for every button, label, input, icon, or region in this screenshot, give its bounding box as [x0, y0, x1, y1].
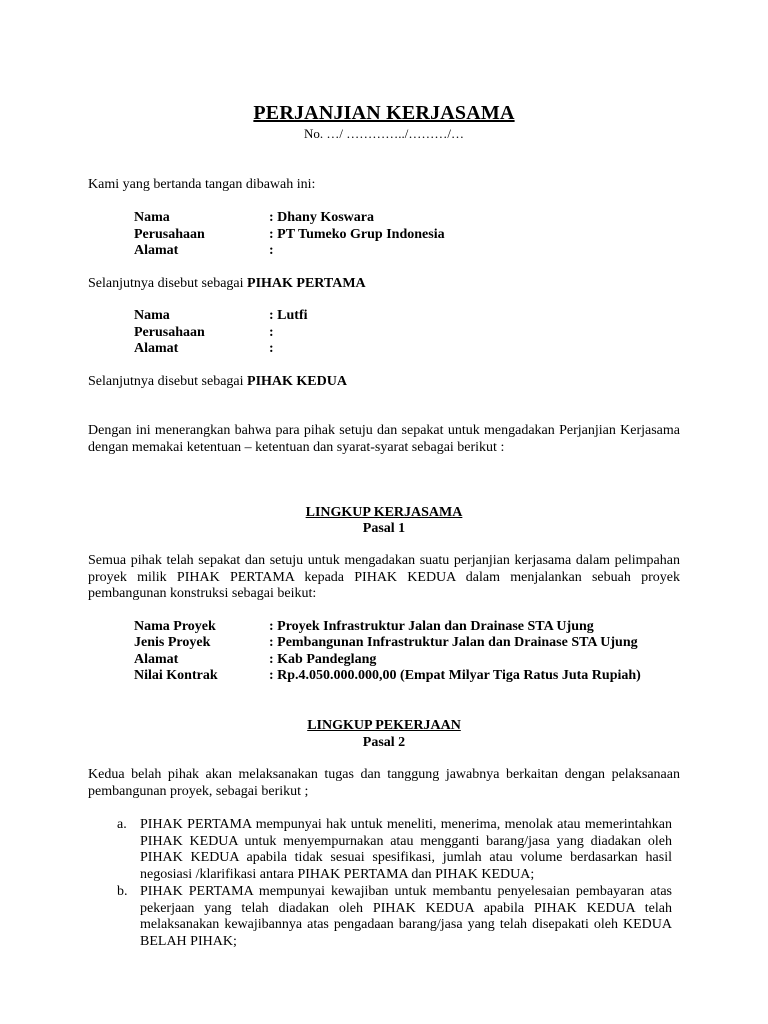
party1-reference	[88, 276, 366, 293]
section1-body: Semua pihak telah sepakat dan setuju untuk mengadakan suatu perjanjian kerjasama dalam pelimpahan proyek milik PIHAK PERTAMA kepada PIHAK KEDUA dalam menjalankan sebuah proyek pembangunan konstruksi sebagai beikut:	[88, 553, 680, 601]
project-type-value: : Pembangunan Infrastruktur Jalan dan Drainase STA Ujung	[269, 635, 638, 650]
party1-company-label: Perusahaan	[134, 227, 205, 242]
party1-company-value: : PT Tumeko Grup Indonesia	[269, 227, 445, 242]
section1-heading-text: LINGKUP KERJASAMA	[305, 505, 463, 520]
party2-address-value: :	[269, 341, 274, 356]
party2-company-value: :	[269, 325, 274, 340]
contract-value-label: Nilai Kontrak	[134, 668, 218, 683]
project-name-label: Nama Proyek	[134, 619, 216, 634]
project-name-value: : Proyek Infrastruktur Jalan dan Drainase STA Ujung	[269, 619, 594, 634]
list-item-a-text: PIHAK PERTAMA mempunyai hak untuk meneliti, menerima, menolak atau memerintahkan PIHAK KEDUA untuk menyempurnakan atau mengganti barang/jasa yang diadakan oleh PIHAK KEDUA apabila tidak sesuai spesifikasi, jumlah atau volume berdasarkan hasil negosiasi /klarifikasi antara PIHAK PERTAMA dan PIHAK KEDUA;	[140, 817, 672, 882]
section2-heading-text: LINGKUP PEKERJAAN	[307, 718, 461, 733]
section2-pasal: Pasal 2	[362, 735, 406, 750]
list-item-b-text: PIHAK PERTAMA mempunyai kewajiban untuk membantu penyelesaian pembayaran atas pekerjaan yang telah diadakan oleh PIHAK KEDUA apabila PIHAK KEDUA telah melaksanakan kewajibannya atas pengadaan barang/jasa yang telah disepakati oleh KEDUA BELAH PIHAK;	[140, 884, 672, 949]
party1-address-label: Alamat	[134, 243, 179, 258]
section2-body: Kedua belah pihak akan melaksanakan tugas dan tanggung jawabnya berkaitan dengan pelaksanaan pembangunan proyek, sebagai berikut ;	[88, 767, 680, 799]
document-number: No. …/ …………../………/…	[304, 126, 464, 141]
party1-reference-name: PIHAK PERTAMA	[247, 276, 366, 291]
intro-text: Kami yang bertanda tangan dibawah ini:	[88, 177, 316, 192]
party2-name-value: : Lutfi	[269, 308, 308, 323]
contract-value-value: : Rp.4.050.000.000,00 (Empat Milyar Tiga Ratus Juta Rupiah)	[269, 668, 641, 683]
party1-name-value: : Dhany Koswara	[269, 210, 375, 225]
party2-reference-name: PIHAK KEDUA	[247, 374, 347, 389]
project-type-label: Jenis Proyek	[134, 635, 211, 650]
agreement-statement: Dengan ini menerangkan bahwa para pihak setuju dan sepakat untuk mengadakan Perjanjian Kerjasama dengan memakai ketentuan – ketentuan dan syarat-syarat sebagai berikut :	[88, 423, 680, 455]
section2-heading	[0, 718, 768, 734]
party1-name-label: Nama	[134, 210, 170, 225]
section1-pasal: Pasal 1	[362, 521, 406, 536]
party1-reference-prefix: Selanjutnya disebut sebagai	[88, 276, 244, 291]
party2-reference-prefix: Selanjutnya disebut sebagai	[88, 374, 244, 389]
party2-reference	[88, 374, 347, 391]
list-item-a-marker: a.	[117, 817, 127, 832]
party2-name-label: Nama	[134, 308, 170, 323]
project-address-label: Alamat	[134, 652, 179, 667]
party2-company-label: Perusahaan	[134, 325, 205, 340]
party2-address-label: Alamat	[134, 341, 179, 356]
list-item-b-marker: b.	[117, 884, 128, 899]
section1-heading	[0, 505, 768, 521]
party1-address-value: :	[269, 243, 274, 258]
document-title: PERJANJIAN KERJASAMA	[253, 102, 515, 124]
project-address-value: : Kab Pandeglang	[269, 652, 377, 667]
